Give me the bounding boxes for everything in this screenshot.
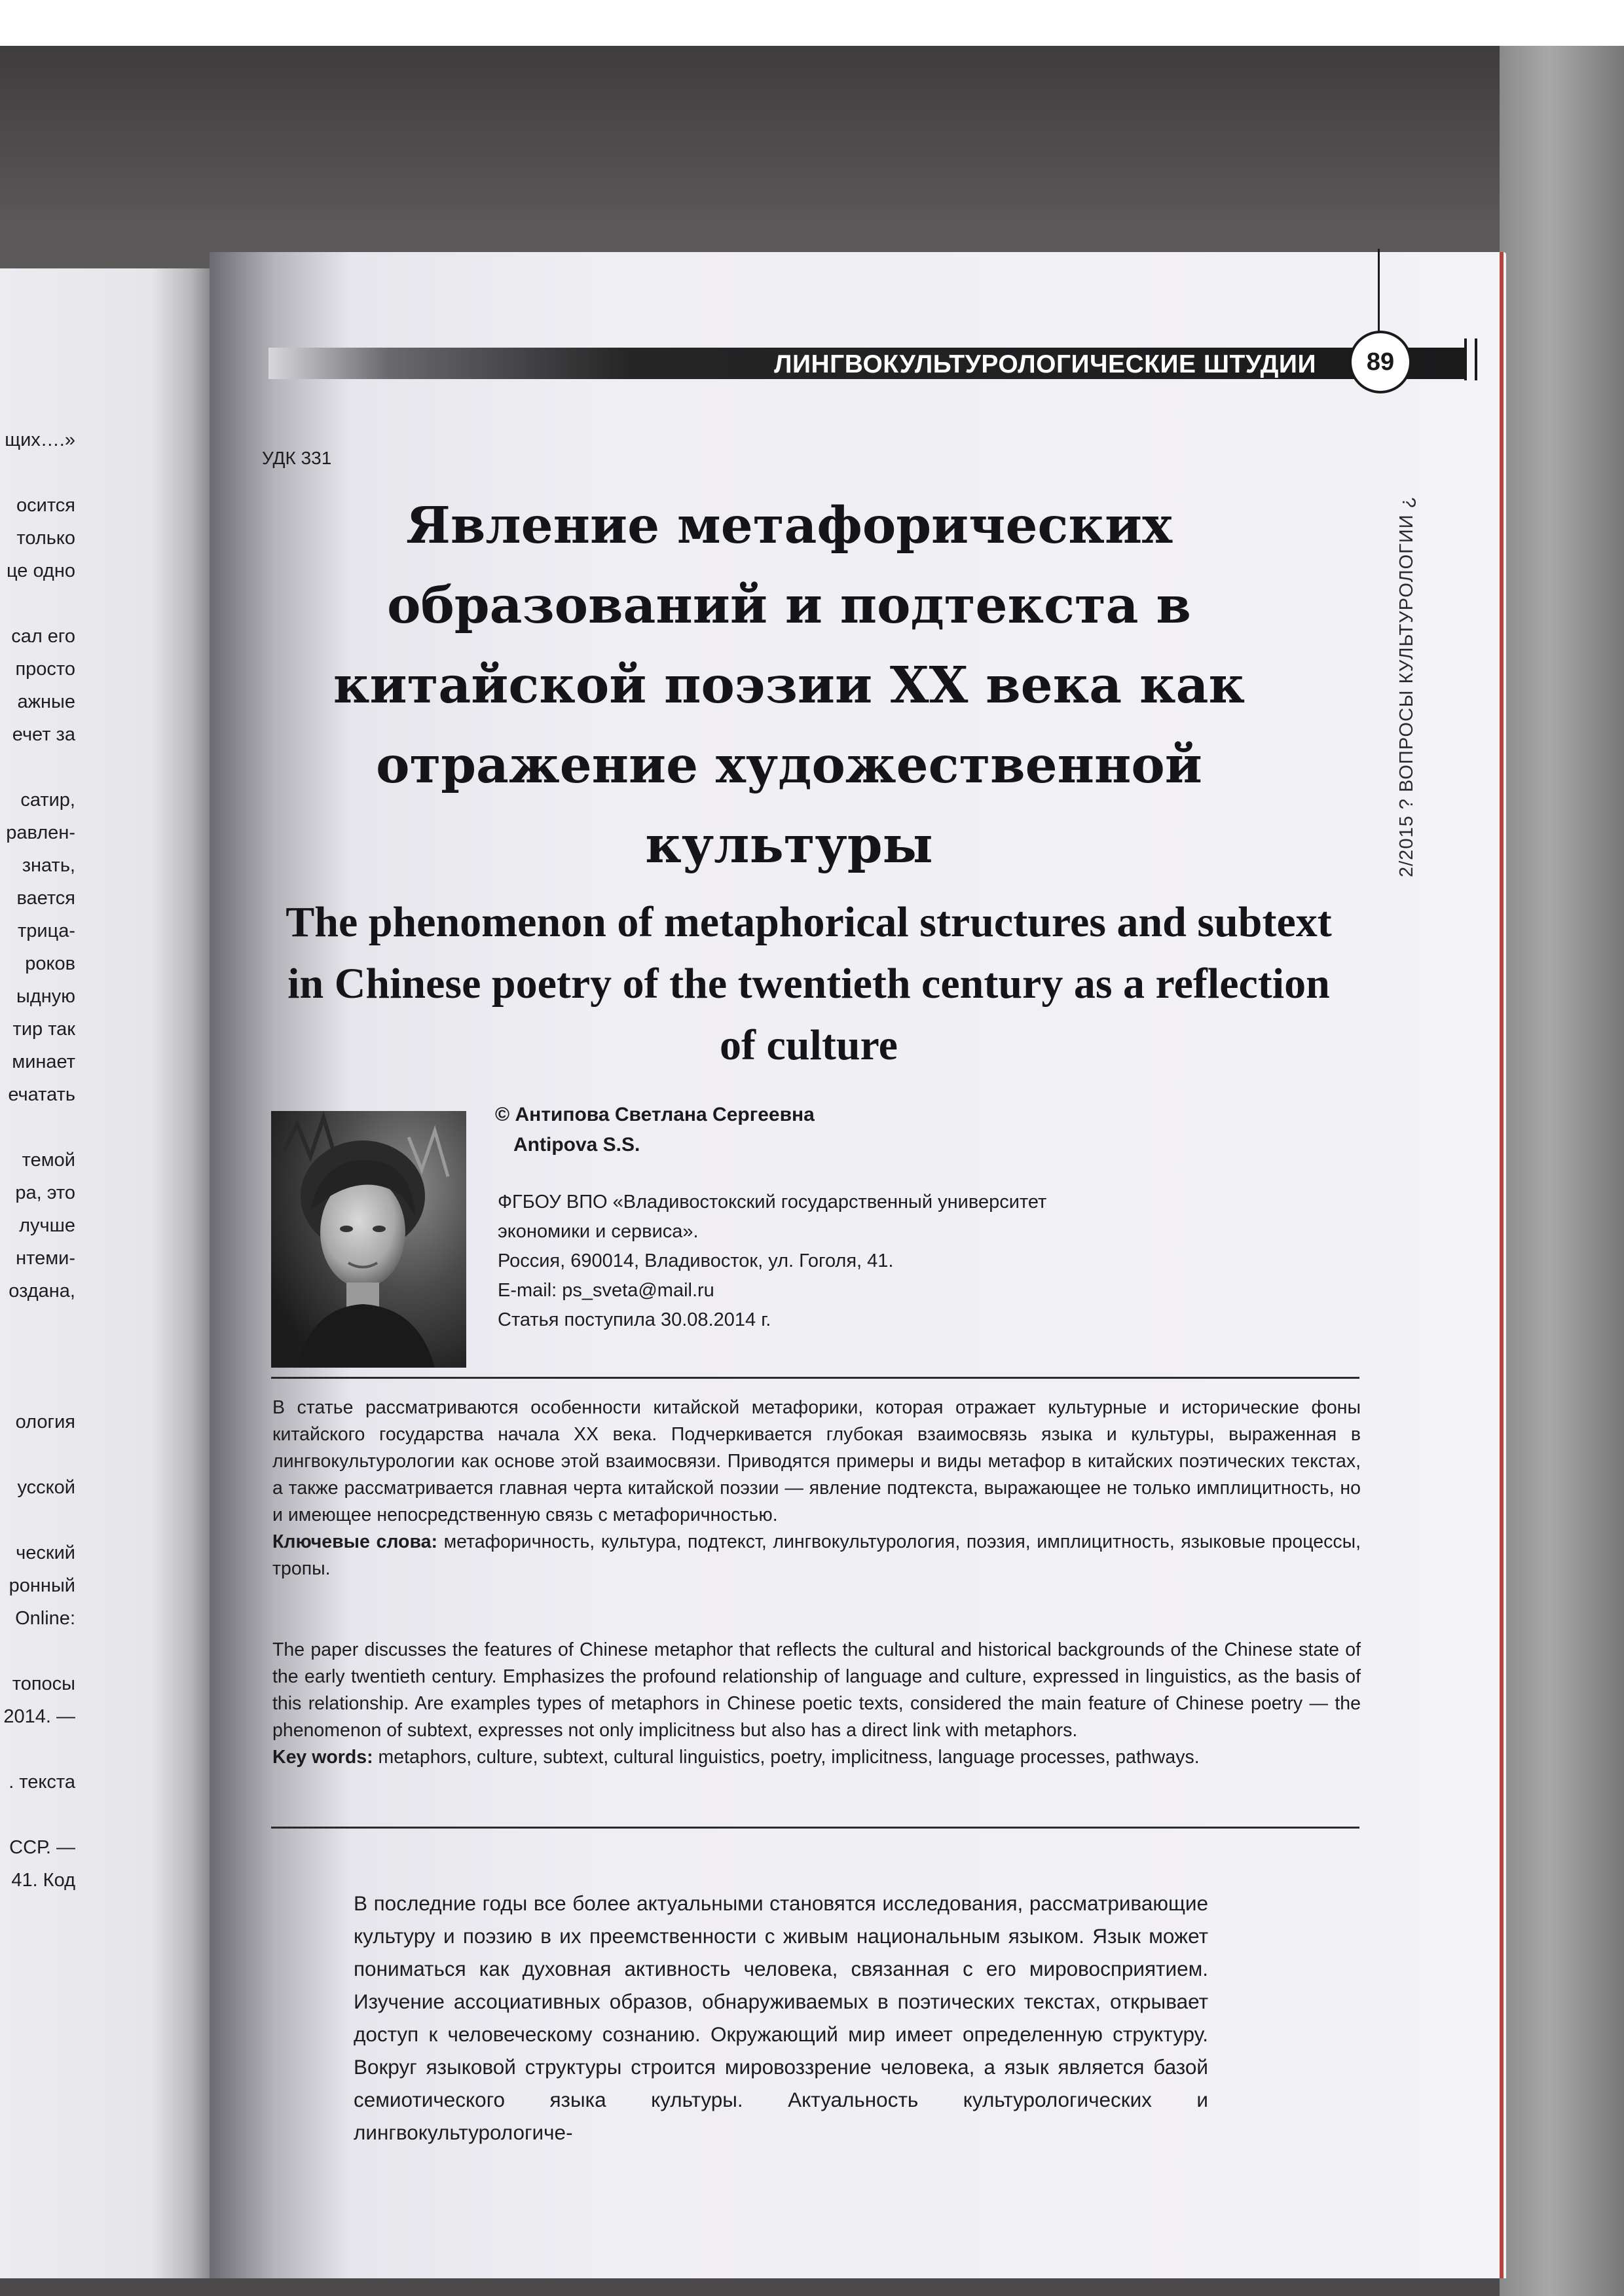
left-page-line: лучше bbox=[19, 1215, 75, 1236]
left-page-line: осится bbox=[16, 495, 75, 516]
left-page-line: сатир, bbox=[20, 790, 75, 811]
abstract-en-text: The paper discusses the features of Chinese metaphor that reflects the cultural and historical backgrounds of the Chinese state of the early twentieth century. Emphasizes the profound relationship of language and culture, expressed in linguistics, as the basis of this relationship. Are examples types of metaphors in Chinese poetic texts, considered the main feature of Chinese poetry — the phenomenon of subtext, expresses not only implicitness but also has a direct link with metaphors. bbox=[272, 1639, 1361, 1741]
left-page bbox=[0, 268, 216, 2278]
left-page-line: сал его bbox=[11, 626, 75, 647]
left-page-line: темой bbox=[22, 1150, 75, 1171]
abstract-russian bbox=[272, 1394, 1361, 1582]
vertical-rule bbox=[1378, 249, 1380, 334]
left-page-line: ечет за bbox=[12, 724, 75, 745]
left-page-line: ССР. — bbox=[9, 1837, 75, 1858]
author-name-ru: © Антипова Светлана Сергеевна bbox=[495, 1104, 815, 1125]
left-page-line: . текста bbox=[9, 1772, 75, 1793]
left-page-line: трица- bbox=[17, 920, 75, 941]
author-name-en: Antipova S.S. bbox=[513, 1134, 640, 1156]
left-page-line: минает bbox=[12, 1051, 75, 1072]
abstract-ru-text: В статье рассматриваются особенности китайской метафорики, которая отражает культурные и исторические фоны китайского государства начала XX века. Подчеркивается глубокая взаимосвязь языка и культуры, выраженная в лингвокультурологии как основе этой взаимосвязи. Приводятся примеры и виды метафор в китайских поэтических текстах, а также рассматривается главная черта китайской поэзии — явление подтекста, выражающее не только имплицитность, но и имеющее непосредственную связь с метафоричностью. bbox=[272, 1397, 1361, 1525]
body-paragraph: В последние годы все более актуальными становятся исследования, рассматривающие культуру и поэзию в их преемственности с живым национальным языком. Язык может пониматься как духовная активность человека, связанная с его мировосприятием. Изучение ассоциативных образов, обнаруживаемых в поэтических текстах, открывает доступ к человеческому сознанию. Окружающий мир имеет определенную структуру. Вокруг языковой структуры строится мировоззрение человека, а язык является базой семиотического языка культуры. Актуальность культурологических и лингвокультурологиче- bbox=[354, 1891, 1208, 2144]
affiliation-line-2: экономики и сервиса». bbox=[498, 1221, 699, 1242]
left-page-line: равлен- bbox=[6, 822, 75, 843]
abstract-english bbox=[272, 1637, 1361, 1771]
left-page-line: ечатать bbox=[8, 1084, 75, 1105]
header-ticks bbox=[1464, 338, 1477, 380]
portrait-image bbox=[271, 1111, 466, 1368]
page-edge bbox=[1500, 252, 1504, 2278]
left-page-line: це одно bbox=[6, 560, 75, 581]
left-page-line: тир так bbox=[12, 1019, 75, 1040]
author-address: Россия, 690014, Владивосток, ул. Гоголя, 41. bbox=[498, 1250, 894, 1271]
received-date: Статья поступила 30.08.2014 г. bbox=[498, 1309, 771, 1330]
left-page-line: ронный bbox=[9, 1575, 75, 1596]
keywords-ru-label: Ключевые слова: bbox=[272, 1531, 437, 1552]
udk-code: УДК 331 bbox=[262, 448, 332, 468]
left-page-line: ыдную bbox=[16, 986, 75, 1007]
keywords-en-label: Key words: bbox=[272, 1747, 373, 1768]
left-page-line: щих….» bbox=[5, 429, 75, 450]
book-edge bbox=[1500, 46, 1624, 2296]
left-page-line: 41. Код bbox=[11, 1870, 75, 1891]
left-page-line: знать, bbox=[22, 855, 75, 876]
left-page-line: усской bbox=[17, 1477, 75, 1498]
running-header bbox=[268, 348, 1467, 379]
author-photo bbox=[271, 1111, 466, 1368]
left-page-line: ческий bbox=[16, 1542, 75, 1563]
page-number-badge bbox=[1349, 331, 1412, 393]
title-english: The phenomenon of metaphorical structures and subtext in Chinese poetry of the twentieth century as a reflection of culture bbox=[286, 898, 1332, 1069]
left-page-line: просто bbox=[15, 659, 75, 680]
left-page-line: ажные bbox=[17, 691, 75, 712]
left-page-line: вается bbox=[16, 888, 75, 909]
left-page-line: топосы bbox=[12, 1673, 75, 1694]
divider-bottom bbox=[271, 1827, 1359, 1829]
keywords-ru: метафоричность, культура, подтекст, лингвокультурология, поэзия, имплицитность, языковые процессы, тропы. bbox=[272, 1531, 1361, 1579]
section-title: ЛИНГВОКУЛЬТУРОЛОГИЧЕСКИЕ ШТУДИИ bbox=[774, 350, 1316, 378]
left-page-line: только bbox=[16, 528, 75, 549]
left-page-line: оздана, bbox=[9, 1281, 75, 1302]
title-russian: Явление метафорических образований и подтекста в китайской поэзии XX века как отражение художественной культуры bbox=[333, 496, 1246, 875]
divider-top bbox=[271, 1377, 1359, 1379]
left-page-line: нтеми- bbox=[16, 1248, 75, 1269]
left-page-line: 2014. — bbox=[3, 1706, 75, 1727]
journal-name: 2/2015 ? ВОПРОСЫ КУЛЬТУРОЛОГИИ ¿ bbox=[1396, 496, 1417, 877]
keywords-en: metaphors, culture, subtext, cultural linguistics, poetry, implicitness, language processes, pathways. bbox=[373, 1747, 1200, 1768]
affiliation-line-1: ФГБОУ ВПО «Владивостокский государственный университет bbox=[498, 1192, 1047, 1212]
page-number: 89 bbox=[1366, 348, 1395, 376]
left-page-line: Online: bbox=[15, 1608, 75, 1629]
journal-sidebar bbox=[1388, 432, 1434, 877]
author-email: E-mail: ps_sveta@mail.ru bbox=[498, 1280, 714, 1301]
left-page-line: роков bbox=[25, 953, 75, 974]
left-page-line: ология bbox=[15, 1412, 75, 1432]
left-page-line: ра, это bbox=[15, 1182, 75, 1203]
